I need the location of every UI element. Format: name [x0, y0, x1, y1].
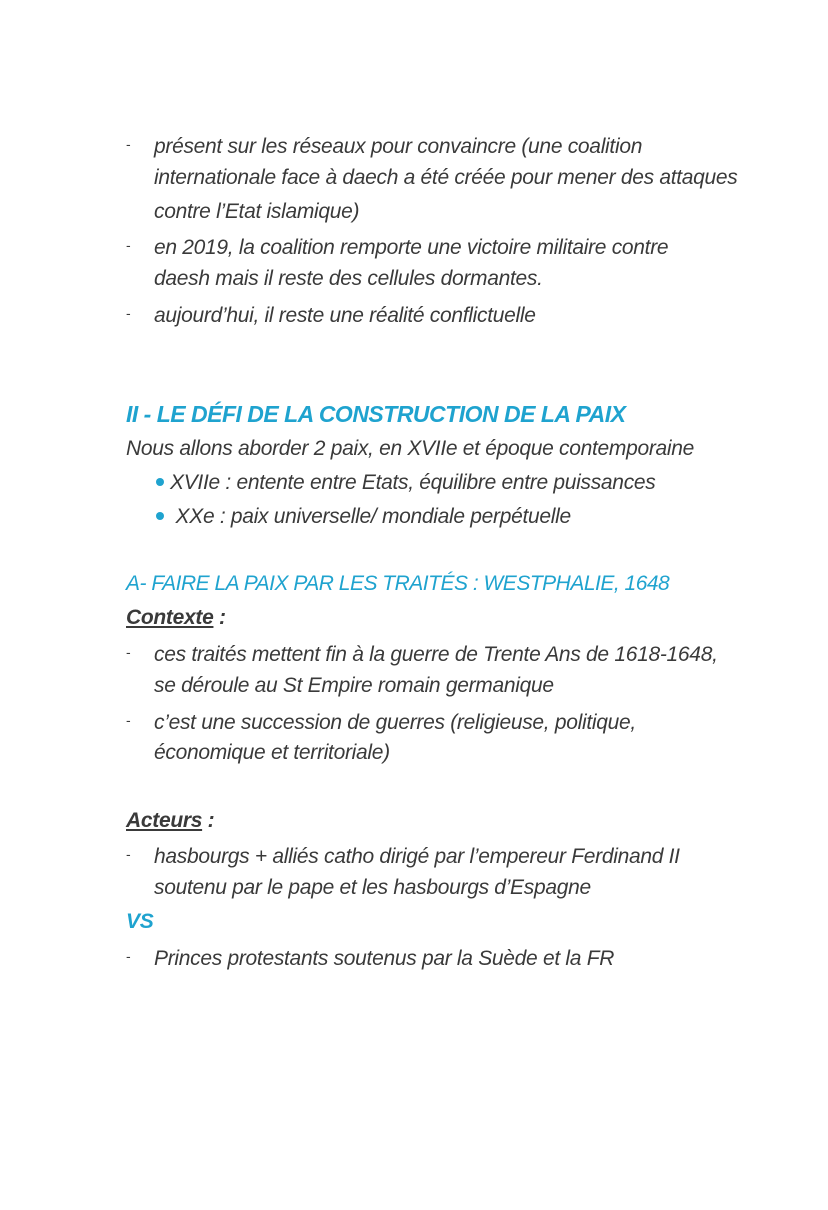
bullet-item: XVIIe : entente entre Etats, équilibre entre puissances: [156, 466, 655, 500]
dash-marker: -: [126, 948, 131, 964]
dash-marker: -: [126, 136, 131, 152]
dash-marker: -: [126, 305, 131, 321]
list-item: - aujourd’hui, il reste une réalité conflictuelle: [126, 296, 536, 333]
list-item-continuation: internationale face à daech a été créée pour mener des attaques: [154, 166, 738, 189]
subsection-title: A- FAIRE LA PAIX PAR LES TRAITÉS : WESTPHALIE, 1648: [126, 572, 670, 595]
list-item-continuation: économique et territoriale): [154, 741, 390, 764]
list-item-continuation: se déroule au St Empire romain germanique: [154, 674, 554, 697]
dash-marker: -: [126, 644, 131, 660]
list-item: - en 2019, la coalition remporte une victoire militaire contre: [126, 228, 668, 265]
contexte-label: Contexte :: [126, 606, 226, 629]
bullet-dot-icon: [156, 512, 164, 520]
list-item: - ces traités mettent fin à la guerre de Trente Ans de 1618-1648,: [126, 635, 718, 672]
section-title: II - LE DÉFI DE LA CONSTRUCTION DE LA PAIX: [126, 401, 626, 427]
list-item: - hasbourgs + alliés catho dirigé par l’empereur Ferdinand II: [126, 837, 680, 874]
list-item-continuation: daesh mais il reste des cellules dormantes.: [154, 267, 543, 290]
bullet-item: XXe : paix universelle/ mondiale perpétuelle: [156, 500, 571, 534]
list-item-continuation: contre l’Etat islamique): [154, 200, 360, 223]
versus-label: VS: [126, 910, 154, 933]
dash-marker: -: [126, 846, 131, 862]
list-item: - Princes protestants soutenus par la Suède et la FR: [126, 939, 614, 976]
section-intro: Nous allons aborder 2 paix, en XVIIe et époque contemporaine: [126, 437, 695, 460]
list-item: - présent sur les réseaux pour convaincre (une coalition: [126, 127, 642, 164]
dash-marker: -: [126, 237, 131, 253]
bullet-dot-icon: [156, 478, 164, 486]
acteurs-label: Acteurs :: [126, 809, 215, 832]
list-item: - c’est une succession de guerres (religieuse, politique,: [126, 703, 636, 740]
dash-marker: -: [126, 712, 131, 728]
list-item-continuation: soutenu par le pape et les hasbourgs d’Espagne: [154, 876, 591, 899]
